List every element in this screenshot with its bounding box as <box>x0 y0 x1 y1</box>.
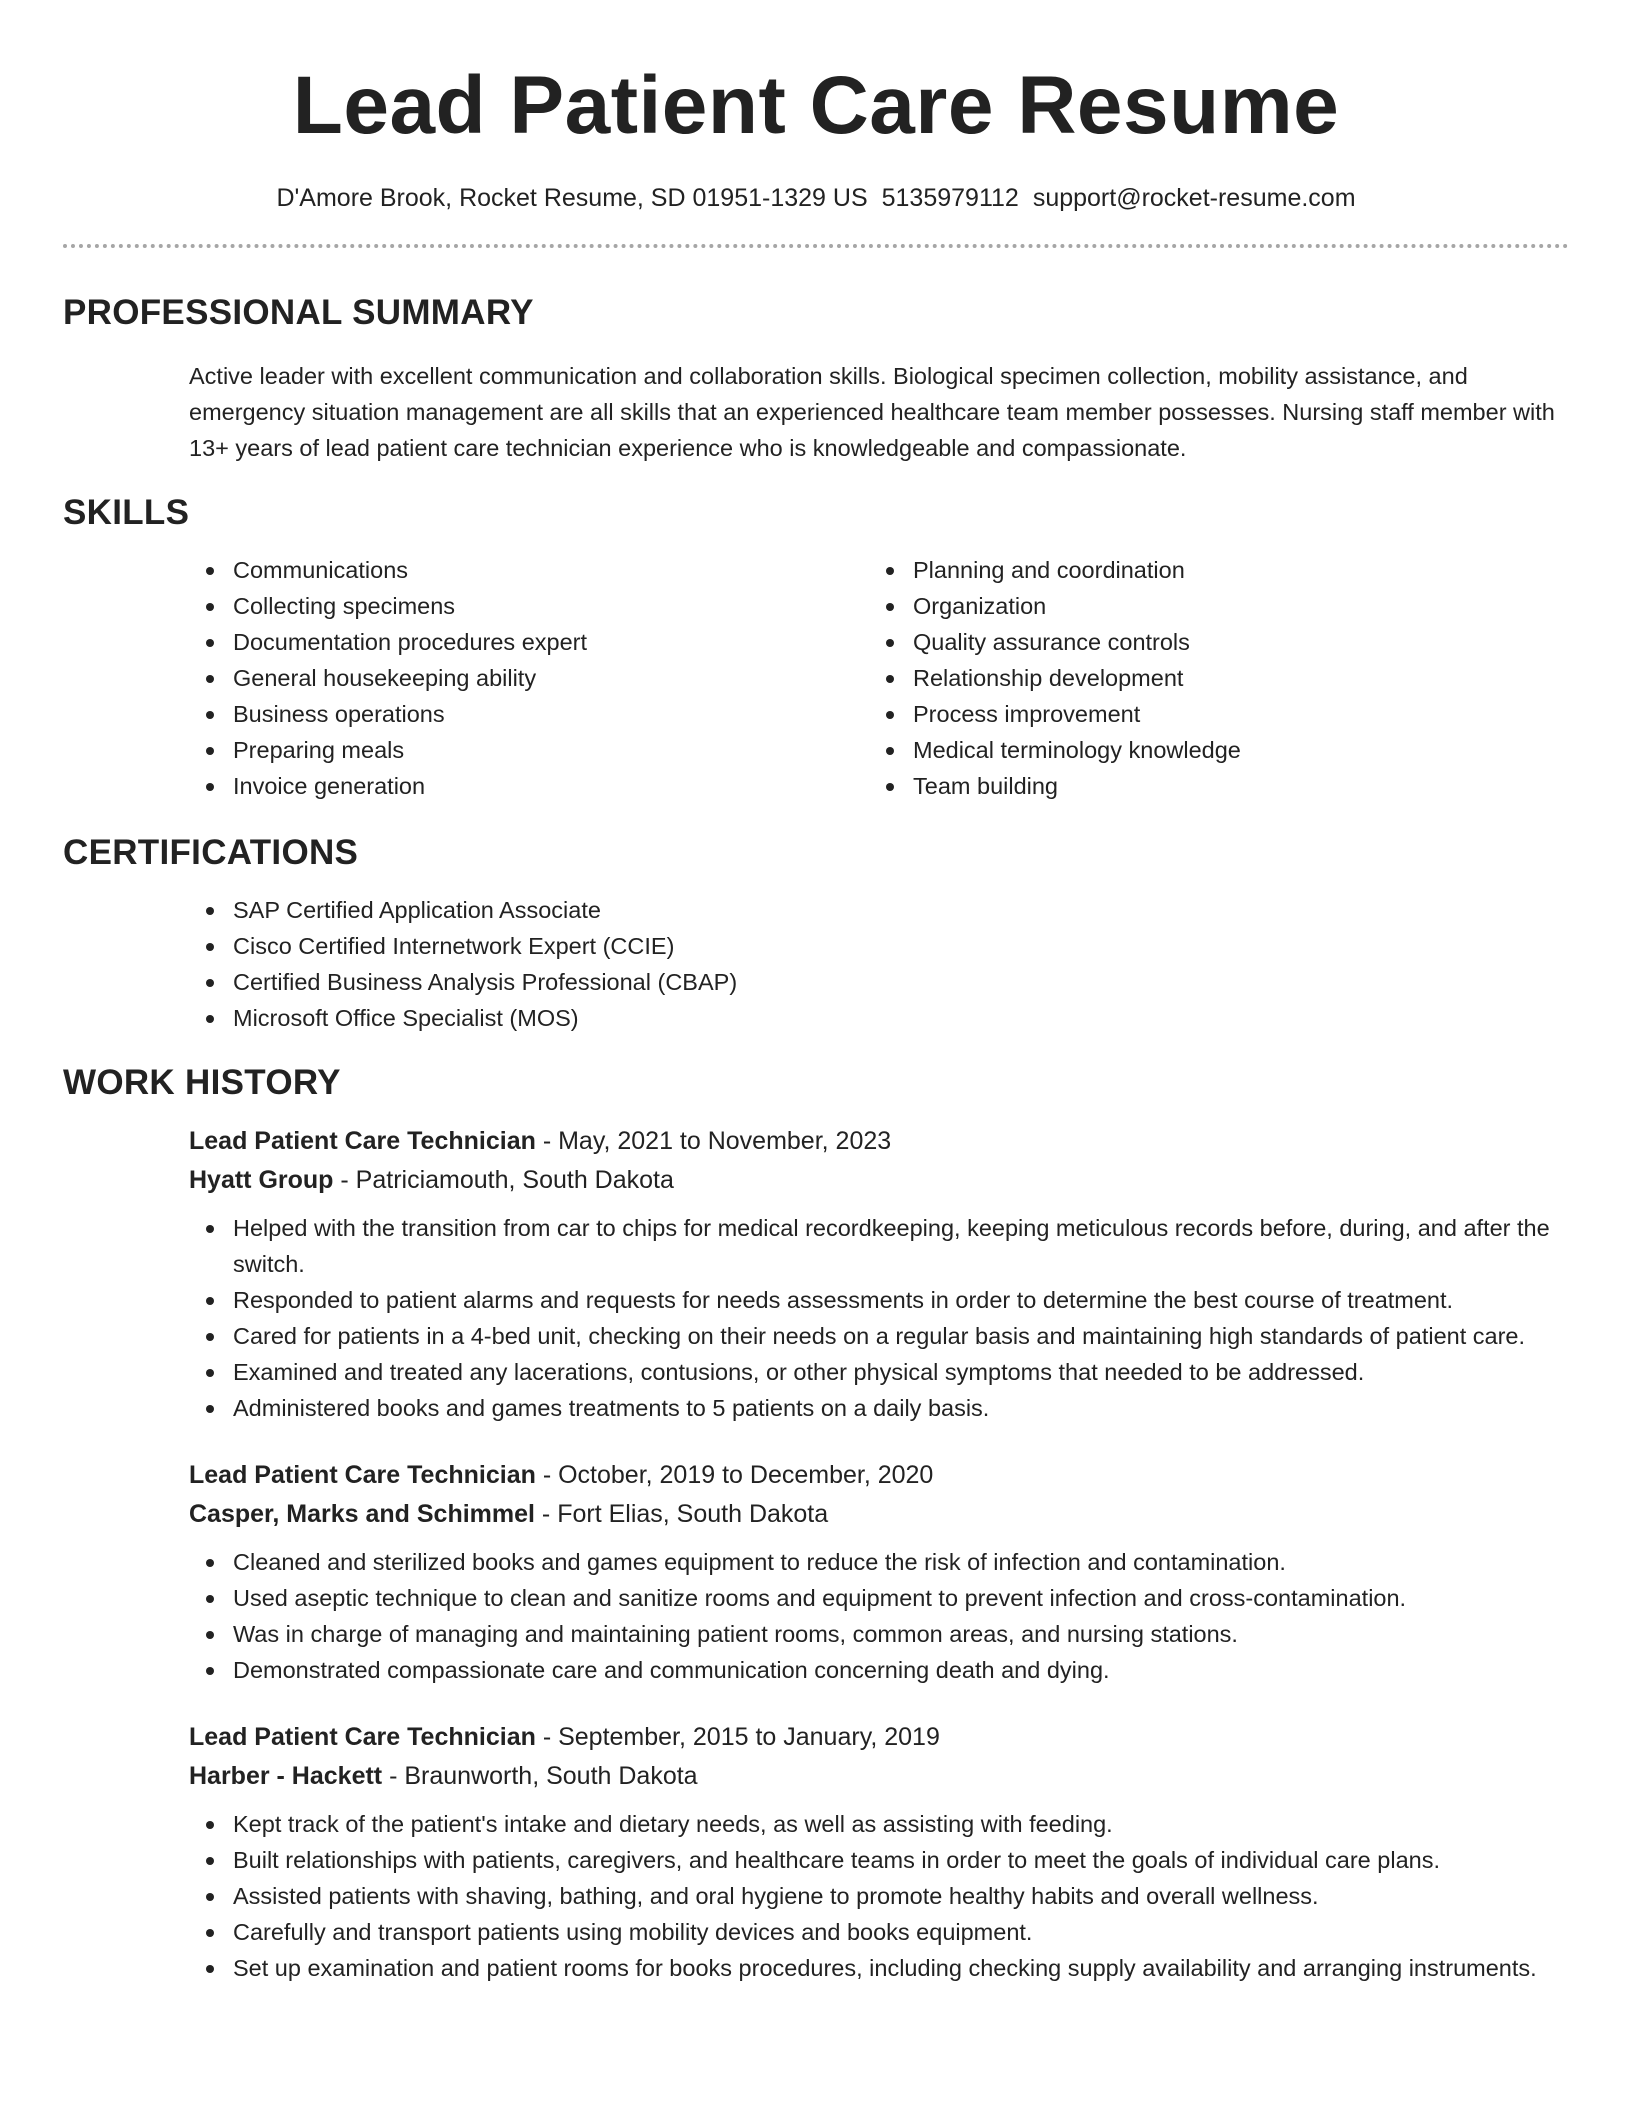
skill-item: Organization <box>869 588 1549 624</box>
work-history-section <box>63 1062 1569 1986</box>
header-divider <box>63 244 1569 248</box>
resume-title: Lead Patient Care Resume <box>292 60 1340 151</box>
summary-heading: PROFESSIONAL SUMMARY <box>63 293 534 332</box>
job-duty: Examined and treated any lacerations, contusions, or other physical symptoms that needed to be addressed. <box>189 1354 1569 1390</box>
job-duty: Assisted patients with shaving, bathing, and oral hygiene to promote healthy habits and overall wellness. <box>189 1878 1569 1914</box>
certification-item: Cisco Certified Internetwork Expert (CCIE) <box>189 928 1569 964</box>
job-location: - Patriciamouth, South Dakota <box>333 1166 674 1194</box>
job-duties <box>189 1806 1569 1986</box>
certification-item: Certified Business Analysis Professional (CBAP) <box>189 964 1569 1000</box>
work-history-heading: WORK HISTORY <box>63 1063 341 1102</box>
summary-text: Active leader with excellent communication and collaboration skills. Biological specimen collection, mobility assistance, and emergency situation management are all skills that an experienced healthcare team member possesses. Nursing staff member with 13+ years of lead patient care technician experience who is knowledgeable and compassionate. <box>189 363 1555 461</box>
skills-section <box>63 492 1569 804</box>
job-duty: Built relationships with patients, caregivers, and healthcare teams in order to meet the goals of individual care plans. <box>189 1842 1569 1878</box>
contact-address: D'Amore Brook, Rocket Resume, SD 01951-1329 US <box>276 184 868 212</box>
skill-item: Process improvement <box>869 696 1549 732</box>
skill-item: Planning and coordination <box>869 552 1549 588</box>
job-entry <box>189 1456 1569 1688</box>
job-title-line <box>189 1122 1569 1161</box>
certification-item: SAP Certified Application Associate <box>189 892 1569 928</box>
job-entry <box>189 1122 1569 1426</box>
skill-item: Team building <box>869 768 1549 804</box>
job-dates: - May, 2021 to November, 2023 <box>535 1127 892 1155</box>
job-title-line <box>189 1456 1569 1495</box>
skill-item: Collecting specimens <box>189 588 869 624</box>
job-company-line <box>189 1757 1569 1796</box>
skills-heading: SKILLS <box>63 493 190 532</box>
certifications-heading: CERTIFICATIONS <box>63 833 359 872</box>
job-company: Hyatt Group <box>189 1166 334 1194</box>
skill-item: Medical terminology knowledge <box>869 732 1549 768</box>
job-location: - Fort Elias, South Dakota <box>534 1500 829 1528</box>
job-duty: Responded to patient alarms and requests for needs assessments in order to determine the best course of treatment. <box>189 1282 1569 1318</box>
skill-item: Communications <box>189 552 869 588</box>
skills-list-left <box>189 552 869 804</box>
skill-item: General housekeeping ability <box>189 660 869 696</box>
job-duty: Was in charge of managing and maintaining patient rooms, common areas, and nursing stations. <box>189 1616 1569 1652</box>
summary-section <box>63 292 1569 466</box>
skill-item: Invoice generation <box>189 768 869 804</box>
job-duty: Used aseptic technique to clean and sanitize rooms and equipment to prevent infection and cross-contamination. <box>189 1580 1569 1616</box>
certification-item: Microsoft Office Specialist (MOS) <box>189 1000 1569 1036</box>
job-company-line <box>189 1495 1569 1534</box>
job-duty: Cleaned and sterilized books and games equipment to reduce the risk of infection and contamination. <box>189 1544 1569 1580</box>
job-location: - Braunworth, South Dakota <box>382 1762 698 1790</box>
job-title: Lead Patient Care Technician <box>189 1127 536 1155</box>
certifications-section <box>63 832 1569 1036</box>
job-company-line <box>189 1161 1569 1200</box>
contact-email[interactable]: support@rocket-resume.com <box>1032 184 1356 212</box>
job-duty: Demonstrated compassionate care and communication concerning death and dying. <box>189 1652 1569 1688</box>
skill-item: Business operations <box>189 696 869 732</box>
job-entry <box>189 1718 1569 1986</box>
contact-phone: 5135979112 <box>881 184 1019 212</box>
contact-line <box>63 182 1569 214</box>
skills-list-right <box>869 552 1549 804</box>
skills-columns <box>189 552 1569 804</box>
job-duty: Cared for patients in a 4-bed unit, checking on their needs on a regular basis and maintaining high standards of patient care. <box>189 1318 1569 1354</box>
job-duty: Administered books and games treatments to 5 patients on a daily basis. <box>189 1390 1569 1426</box>
job-title: Lead Patient Care Technician <box>189 1461 536 1489</box>
certifications-list <box>189 892 1569 1036</box>
job-duties <box>189 1544 1569 1688</box>
job-duties <box>189 1210 1569 1426</box>
skill-item: Documentation procedures expert <box>189 624 869 660</box>
job-dates: - October, 2019 to December, 2020 <box>535 1461 934 1489</box>
job-duty: Kept track of the patient's intake and dietary needs, as well as assisting with feeding. <box>189 1806 1569 1842</box>
job-title: Lead Patient Care Technician <box>189 1723 536 1751</box>
job-duty: Carefully and transport patients using mobility devices and books equipment. <box>189 1914 1569 1950</box>
job-dates: - September, 2015 to January, 2019 <box>535 1723 940 1751</box>
skill-item: Relationship development <box>869 660 1549 696</box>
skill-item: Quality assurance controls <box>869 624 1549 660</box>
job-company: Harber - Hackett <box>189 1762 383 1790</box>
job-title-line <box>189 1718 1569 1757</box>
job-duty: Helped with the transition from car to chips for medical recordkeeping, keeping meticulous records before, during, and after the switch. <box>189 1210 1569 1282</box>
job-duty: Set up examination and patient rooms for books procedures, including checking supply availability and arranging instruments. <box>189 1950 1569 1986</box>
job-company: Casper, Marks and Schimmel <box>189 1500 535 1528</box>
skill-item: Preparing meals <box>189 732 869 768</box>
